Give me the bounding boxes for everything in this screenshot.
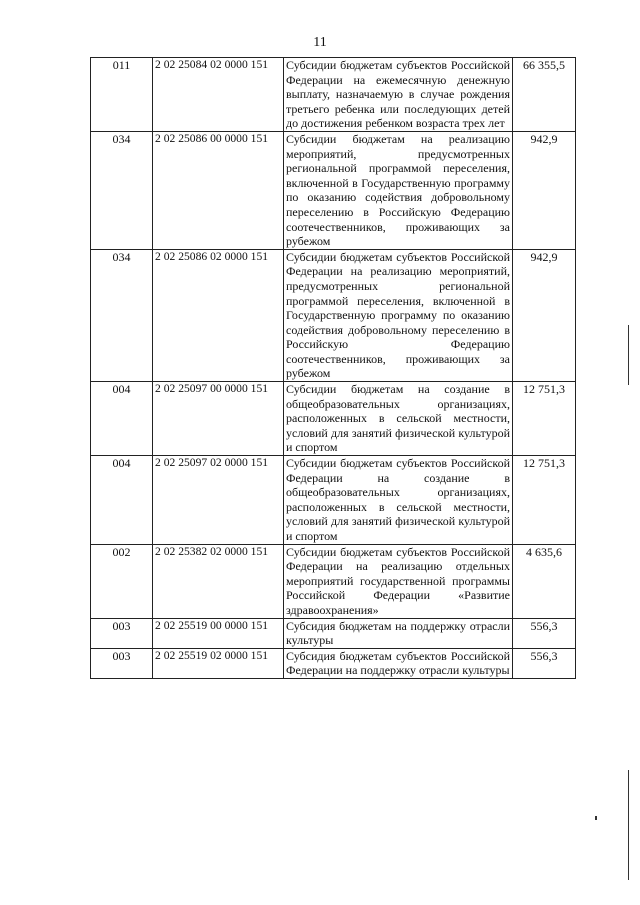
cell-amount: 942,9 xyxy=(513,249,576,381)
table-row xyxy=(91,58,576,132)
cell-description: Субсидии бюджетам субъектов Российской Федерации на реализацию мероприятий, предусмотренных региональной программой переселения, включенной в Государственную программу по оказанию содействия добровольному переселению в Российскую Федерацию соотечественников, проживающих за рубежом xyxy=(284,249,513,381)
scan-edge-line xyxy=(628,770,629,880)
table-row xyxy=(91,249,576,381)
cell-code: 003 xyxy=(91,648,153,678)
cell-description: Субсидии бюджетам субъектов Российской Федерации на ежемесячную денежную выплату, назначаемую в случае рождения третьего ребенка или последующих детей до достижения ребенком возраста трех лет xyxy=(284,58,513,132)
cell-budget-classification-code: 2 02 25097 00 0000 151 xyxy=(153,382,284,456)
budget-table xyxy=(90,57,576,679)
cell-code: 034 xyxy=(91,131,153,249)
cell-code: 002 xyxy=(91,544,153,618)
cell-budget-classification-code: 2 02 25097 02 0000 151 xyxy=(153,456,284,545)
table-row xyxy=(91,131,576,249)
cell-code: 011 xyxy=(91,58,153,132)
cell-amount: 66 355,5 xyxy=(513,58,576,132)
cell-description: Субсидии бюджетам субъектов Российской Федерации на реализацию отдельных мероприятий государственной программы Российской Федерации «Развитие здравоохранения» xyxy=(284,544,513,618)
cell-code: 004 xyxy=(91,456,153,545)
cell-code: 034 xyxy=(91,249,153,381)
cell-code: 003 xyxy=(91,618,153,648)
cell-amount: 942,9 xyxy=(513,131,576,249)
cell-description: Субсидии бюджетам на реализацию мероприятий, предусмотренных региональной программой переселения, включенной в Государственную программу по оказанию содействия добровольному переселению в Российскую Федерацию соотечественников, проживающих за рубежом xyxy=(284,131,513,249)
table-row xyxy=(91,382,576,456)
cell-budget-classification-code: 2 02 25382 02 0000 151 xyxy=(153,544,284,618)
cell-budget-classification-code: 2 02 25084 02 0000 151 xyxy=(153,58,284,132)
cell-amount: 556,3 xyxy=(513,618,576,648)
cell-budget-classification-code: 2 02 25519 00 0000 151 xyxy=(153,618,284,648)
scan-edge-line xyxy=(628,325,629,385)
cell-amount: 12 751,3 xyxy=(513,382,576,456)
scan-speck xyxy=(595,816,597,820)
table-row xyxy=(91,618,576,648)
cell-description: Субсидии бюджетам субъектов Российской Федерации на создание в общеобразовательных организациях, расположенных в сельской местности, условий для занятий физической культурой и спортом xyxy=(284,456,513,545)
cell-code: 004 xyxy=(91,382,153,456)
cell-description: Субсидия бюджетам на поддержку отрасли культуры xyxy=(284,618,513,648)
cell-amount: 12 751,3 xyxy=(513,456,576,545)
cell-description: Субсидия бюджетам субъектов Российской Федерации на поддержку отрасли культуры xyxy=(284,648,513,678)
cell-budget-classification-code: 2 02 25086 00 0000 151 xyxy=(153,131,284,249)
cell-description: Субсидии бюджетам на создание в общеобразовательных организациях, расположенных в сельской местности, условий для занятий физической культурой и спортом xyxy=(284,382,513,456)
cell-amount: 4 635,6 xyxy=(513,544,576,618)
cell-budget-classification-code: 2 02 25086 02 0000 151 xyxy=(153,249,284,381)
table-row xyxy=(91,456,576,545)
table-row xyxy=(91,544,576,618)
table-row xyxy=(91,648,576,678)
cell-budget-classification-code: 2 02 25519 02 0000 151 xyxy=(153,648,284,678)
page-number: 11 xyxy=(313,35,327,50)
cell-amount: 556,3 xyxy=(513,648,576,678)
table-body xyxy=(91,58,576,679)
